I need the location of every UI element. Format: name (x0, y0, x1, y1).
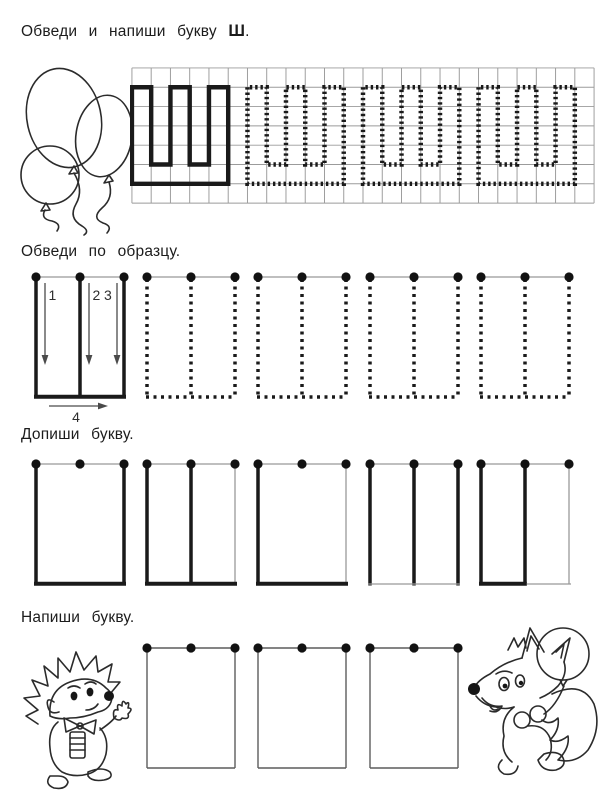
section-title-write-letter (21, 609, 134, 627)
section-title-finish-letter (21, 426, 134, 444)
title-text: Обведи и напиши букву (21, 23, 217, 40)
letter-sha-dotted-3 (479, 87, 575, 184)
finish-box-1 (30, 456, 130, 591)
letter-sha-dotted-1 (247, 87, 343, 184)
letter-sha-dotted-2 (363, 87, 459, 184)
title-text: Обведи по образцу. (21, 243, 181, 260)
sample-box-numbered (30, 269, 130, 425)
finish-box-3 (252, 456, 352, 591)
section-title-trace-and-write (21, 22, 250, 41)
stroke-number-3: 3 (104, 287, 112, 303)
hedgehog-icon (14, 626, 136, 794)
finish-box-4 (364, 456, 464, 591)
stroke-number-2: 2 (92, 287, 101, 303)
letter-sha-solid (132, 87, 228, 184)
write-box-1 (141, 640, 241, 775)
stroke-number-1: 1 (48, 287, 57, 303)
stroke-number-4: 4 (72, 409, 80, 425)
finish-box-2 (141, 456, 241, 591)
trace-box-1 (141, 269, 241, 404)
trace-box-3 (364, 269, 464, 404)
letter-trace-grid (130, 66, 596, 206)
fox-with-balloon-icon (458, 606, 608, 794)
section-title-trace-by-sample (21, 243, 180, 261)
title-text: Напиши букву. (21, 609, 135, 626)
title-punct: . (245, 23, 250, 40)
trace-box-4 (475, 269, 575, 404)
balloons-icon (12, 62, 132, 237)
trace-box-2 (252, 269, 352, 404)
write-box-2 (252, 640, 352, 775)
practice-letter: Ш (228, 22, 246, 40)
write-box-3 (364, 640, 464, 775)
title-text: Допиши букву. (21, 426, 134, 443)
finish-box-5 (475, 456, 575, 591)
